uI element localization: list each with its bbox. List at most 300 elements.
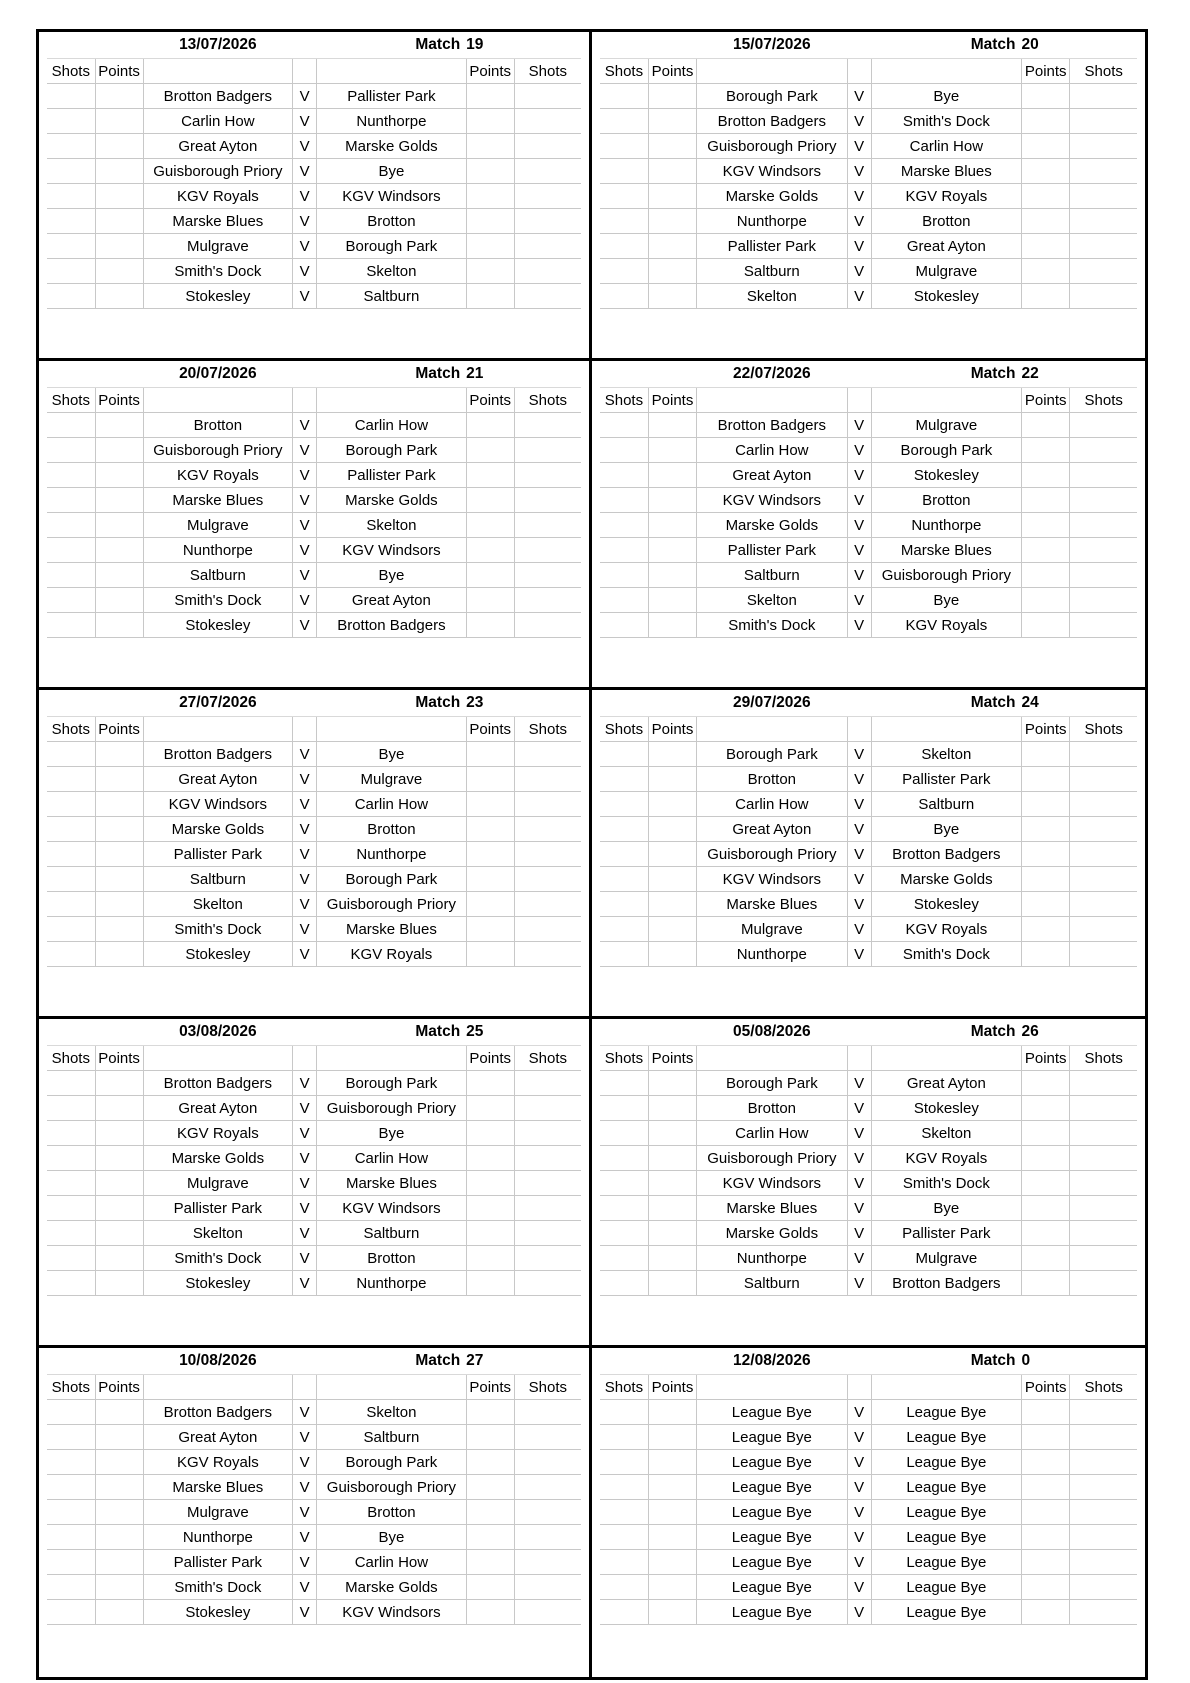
home-shots-cell[interactable] [47,792,95,817]
away-points-cell[interactable] [466,184,514,209]
away-points-cell[interactable] [1022,209,1070,234]
home-shots-cell[interactable] [600,513,648,538]
home-points-cell[interactable] [648,234,696,259]
home-points-cell[interactable] [95,1425,143,1450]
home-shots-cell[interactable] [600,1550,648,1575]
away-points-cell[interactable] [1022,284,1070,309]
away-points-cell[interactable] [1022,1475,1070,1500]
home-points-cell[interactable] [95,84,143,109]
home-shots-cell[interactable] [600,438,648,463]
home-shots-cell[interactable] [600,1425,648,1450]
home-shots-cell[interactable] [600,538,648,563]
away-points-cell[interactable] [466,742,514,767]
away-shots-cell[interactable] [1070,109,1137,134]
away-points-cell[interactable] [1022,84,1070,109]
home-points-cell[interactable] [95,1196,143,1221]
home-points-cell[interactable] [95,1121,143,1146]
away-points-cell[interactable] [466,1475,514,1500]
away-shots-cell[interactable] [1070,209,1137,234]
away-shots-cell[interactable] [1070,259,1137,284]
home-shots-cell[interactable] [47,159,95,184]
home-shots-cell[interactable] [47,413,95,438]
home-points-cell[interactable] [648,159,696,184]
away-points-cell[interactable] [1022,613,1070,638]
away-shots-cell[interactable] [514,867,581,892]
home-points-cell[interactable] [648,892,696,917]
away-points-cell[interactable] [466,513,514,538]
home-shots-cell[interactable] [47,184,95,209]
away-points-cell[interactable] [1022,513,1070,538]
home-shots-cell[interactable] [47,1475,95,1500]
away-shots-cell[interactable] [1070,1450,1137,1475]
away-shots-cell[interactable] [1070,84,1137,109]
home-shots-cell[interactable] [600,917,648,942]
home-shots-cell[interactable] [47,259,95,284]
home-points-cell[interactable] [95,1146,143,1171]
home-points-cell[interactable] [95,134,143,159]
home-shots-cell[interactable] [600,413,648,438]
away-points-cell[interactable] [1022,234,1070,259]
home-shots-cell[interactable] [600,1196,648,1221]
home-shots-cell[interactable] [600,1575,648,1600]
away-shots-cell[interactable] [514,588,581,613]
away-shots-cell[interactable] [1070,513,1137,538]
home-shots-cell[interactable] [47,1221,95,1246]
home-points-cell[interactable] [648,284,696,309]
home-points-cell[interactable] [648,1221,696,1246]
home-points-cell[interactable] [95,1475,143,1500]
away-shots-cell[interactable] [1070,1146,1137,1171]
home-points-cell[interactable] [95,538,143,563]
away-shots-cell[interactable] [1070,1525,1137,1550]
home-shots-cell[interactable] [600,1600,648,1625]
home-shots-cell[interactable] [600,1500,648,1525]
away-points-cell[interactable] [466,1575,514,1600]
away-shots-cell[interactable] [1070,842,1137,867]
away-shots-cell[interactable] [1070,1271,1137,1296]
home-shots-cell[interactable] [47,463,95,488]
home-points-cell[interactable] [95,488,143,513]
away-shots-cell[interactable] [1070,817,1137,842]
home-shots-cell[interactable] [600,817,648,842]
away-shots-cell[interactable] [514,1425,581,1450]
home-shots-cell[interactable] [600,184,648,209]
away-points-cell[interactable] [1022,1450,1070,1475]
away-points-cell[interactable] [466,84,514,109]
away-points-cell[interactable] [1022,1196,1070,1221]
away-shots-cell[interactable] [1070,1096,1137,1121]
home-shots-cell[interactable] [600,892,648,917]
home-shots-cell[interactable] [600,942,648,967]
away-points-cell[interactable] [466,1525,514,1550]
away-points-cell[interactable] [466,1425,514,1450]
home-shots-cell[interactable] [47,563,95,588]
home-points-cell[interactable] [95,942,143,967]
home-points-cell[interactable] [95,613,143,638]
away-shots-cell[interactable] [1070,1575,1137,1600]
away-shots-cell[interactable] [1070,1425,1137,1450]
home-shots-cell[interactable] [47,234,95,259]
away-points-cell[interactable] [466,1221,514,1246]
away-shots-cell[interactable] [1070,1171,1137,1196]
home-shots-cell[interactable] [600,1171,648,1196]
away-shots-cell[interactable] [514,1196,581,1221]
away-points-cell[interactable] [1022,463,1070,488]
away-shots-cell[interactable] [514,1246,581,1271]
away-shots-cell[interactable] [514,1121,581,1146]
away-points-cell[interactable] [466,1071,514,1096]
away-shots-cell[interactable] [1070,284,1137,309]
home-points-cell[interactable] [648,1475,696,1500]
away-points-cell[interactable] [1022,1575,1070,1600]
home-points-cell[interactable] [95,413,143,438]
away-points-cell[interactable] [1022,1121,1070,1146]
home-shots-cell[interactable] [600,134,648,159]
home-shots-cell[interactable] [600,742,648,767]
home-points-cell[interactable] [648,767,696,792]
away-shots-cell[interactable] [514,1575,581,1600]
home-shots-cell[interactable] [47,1196,95,1221]
home-points-cell[interactable] [95,1400,143,1425]
away-shots-cell[interactable] [514,513,581,538]
home-shots-cell[interactable] [47,1400,95,1425]
home-shots-cell[interactable] [600,842,648,867]
away-shots-cell[interactable] [1070,159,1137,184]
away-points-cell[interactable] [1022,413,1070,438]
home-shots-cell[interactable] [600,1221,648,1246]
away-shots-cell[interactable] [514,134,581,159]
home-shots-cell[interactable] [600,563,648,588]
away-points-cell[interactable] [1022,1600,1070,1625]
home-shots-cell[interactable] [600,1246,648,1271]
away-points-cell[interactable] [466,109,514,134]
away-points-cell[interactable] [1022,563,1070,588]
away-shots-cell[interactable] [514,892,581,917]
home-shots-cell[interactable] [600,259,648,284]
away-shots-cell[interactable] [1070,184,1137,209]
away-points-cell[interactable] [466,1096,514,1121]
home-points-cell[interactable] [648,259,696,284]
away-shots-cell[interactable] [514,538,581,563]
home-points-cell[interactable] [648,563,696,588]
home-points-cell[interactable] [648,488,696,513]
home-points-cell[interactable] [95,1575,143,1600]
away-points-cell[interactable] [466,563,514,588]
away-shots-cell[interactable] [1070,1500,1137,1525]
away-points-cell[interactable] [1022,1171,1070,1196]
home-shots-cell[interactable] [47,513,95,538]
away-points-cell[interactable] [1022,184,1070,209]
away-shots-cell[interactable] [514,767,581,792]
home-points-cell[interactable] [95,1096,143,1121]
away-points-cell[interactable] [1022,538,1070,563]
home-shots-cell[interactable] [600,488,648,513]
home-shots-cell[interactable] [47,1096,95,1121]
home-points-cell[interactable] [95,1500,143,1525]
home-points-cell[interactable] [95,817,143,842]
home-points-cell[interactable] [648,1525,696,1550]
home-points-cell[interactable] [95,284,143,309]
home-points-cell[interactable] [648,1600,696,1625]
home-points-cell[interactable] [95,867,143,892]
away-points-cell[interactable] [1022,1146,1070,1171]
home-points-cell[interactable] [648,538,696,563]
home-points-cell[interactable] [95,463,143,488]
home-shots-cell[interactable] [600,463,648,488]
home-points-cell[interactable] [648,792,696,817]
away-shots-cell[interactable] [1070,234,1137,259]
away-shots-cell[interactable] [514,1550,581,1575]
away-shots-cell[interactable] [514,259,581,284]
home-shots-cell[interactable] [47,817,95,842]
away-shots-cell[interactable] [1070,1221,1137,1246]
home-points-cell[interactable] [95,1171,143,1196]
home-points-cell[interactable] [648,742,696,767]
away-shots-cell[interactable] [1070,767,1137,792]
home-shots-cell[interactable] [600,1450,648,1475]
home-shots-cell[interactable] [47,284,95,309]
home-shots-cell[interactable] [600,792,648,817]
away-shots-cell[interactable] [1070,1550,1137,1575]
home-shots-cell[interactable] [47,1525,95,1550]
home-shots-cell[interactable] [47,209,95,234]
away-shots-cell[interactable] [1070,942,1137,967]
away-shots-cell[interactable] [514,917,581,942]
home-points-cell[interactable] [648,84,696,109]
away-points-cell[interactable] [1022,742,1070,767]
away-shots-cell[interactable] [514,817,581,842]
away-shots-cell[interactable] [1070,563,1137,588]
home-points-cell[interactable] [95,892,143,917]
away-shots-cell[interactable] [514,413,581,438]
home-points-cell[interactable] [648,1146,696,1171]
away-points-cell[interactable] [466,588,514,613]
away-points-cell[interactable] [1022,942,1070,967]
home-shots-cell[interactable] [47,84,95,109]
away-points-cell[interactable] [466,1400,514,1425]
home-points-cell[interactable] [648,867,696,892]
away-shots-cell[interactable] [514,159,581,184]
home-points-cell[interactable] [95,1600,143,1625]
home-points-cell[interactable] [95,159,143,184]
home-points-cell[interactable] [648,1071,696,1096]
away-points-cell[interactable] [466,538,514,563]
home-points-cell[interactable] [648,438,696,463]
home-points-cell[interactable] [95,109,143,134]
away-shots-cell[interactable] [514,1071,581,1096]
home-points-cell[interactable] [648,1271,696,1296]
home-shots-cell[interactable] [600,209,648,234]
home-points-cell[interactable] [95,209,143,234]
away-points-cell[interactable] [1022,109,1070,134]
home-shots-cell[interactable] [600,1121,648,1146]
home-points-cell[interactable] [648,1096,696,1121]
away-points-cell[interactable] [466,463,514,488]
home-points-cell[interactable] [648,588,696,613]
away-shots-cell[interactable] [514,209,581,234]
home-shots-cell[interactable] [600,84,648,109]
home-points-cell[interactable] [95,767,143,792]
home-shots-cell[interactable] [47,538,95,563]
away-points-cell[interactable] [1022,1550,1070,1575]
home-shots-cell[interactable] [47,613,95,638]
home-shots-cell[interactable] [47,1146,95,1171]
away-points-cell[interactable] [1022,867,1070,892]
home-shots-cell[interactable] [47,892,95,917]
away-points-cell[interactable] [1022,1246,1070,1271]
away-points-cell[interactable] [1022,1221,1070,1246]
away-points-cell[interactable] [1022,767,1070,792]
home-shots-cell[interactable] [47,1575,95,1600]
away-points-cell[interactable] [466,817,514,842]
away-shots-cell[interactable] [1070,792,1137,817]
home-shots-cell[interactable] [600,109,648,134]
home-points-cell[interactable] [648,1400,696,1425]
home-points-cell[interactable] [648,817,696,842]
away-shots-cell[interactable] [1070,892,1137,917]
away-points-cell[interactable] [1022,817,1070,842]
home-points-cell[interactable] [95,1271,143,1296]
away-points-cell[interactable] [1022,892,1070,917]
away-shots-cell[interactable] [1070,488,1137,513]
away-shots-cell[interactable] [1070,1196,1137,1221]
away-shots-cell[interactable] [514,463,581,488]
home-points-cell[interactable] [648,1550,696,1575]
away-shots-cell[interactable] [1070,1400,1137,1425]
home-shots-cell[interactable] [600,867,648,892]
away-shots-cell[interactable] [514,842,581,867]
away-shots-cell[interactable] [1070,1600,1137,1625]
home-shots-cell[interactable] [47,867,95,892]
away-points-cell[interactable] [466,209,514,234]
home-shots-cell[interactable] [600,1475,648,1500]
home-shots-cell[interactable] [600,613,648,638]
home-points-cell[interactable] [95,1246,143,1271]
home-shots-cell[interactable] [600,159,648,184]
home-shots-cell[interactable] [47,134,95,159]
home-shots-cell[interactable] [47,1271,95,1296]
away-shots-cell[interactable] [514,284,581,309]
home-points-cell[interactable] [648,1171,696,1196]
away-shots-cell[interactable] [1070,134,1137,159]
home-shots-cell[interactable] [47,1171,95,1196]
away-points-cell[interactable] [466,1196,514,1221]
away-points-cell[interactable] [466,1600,514,1625]
home-shots-cell[interactable] [47,742,95,767]
away-shots-cell[interactable] [514,1271,581,1296]
home-points-cell[interactable] [95,1450,143,1475]
home-points-cell[interactable] [95,438,143,463]
away-shots-cell[interactable] [514,742,581,767]
away-points-cell[interactable] [466,1171,514,1196]
home-points-cell[interactable] [95,742,143,767]
away-shots-cell[interactable] [1070,917,1137,942]
home-shots-cell[interactable] [600,1096,648,1121]
home-shots-cell[interactable] [600,1525,648,1550]
home-points-cell[interactable] [648,1196,696,1221]
home-points-cell[interactable] [95,563,143,588]
home-points-cell[interactable] [95,1550,143,1575]
home-points-cell[interactable] [95,588,143,613]
home-shots-cell[interactable] [600,1071,648,1096]
home-points-cell[interactable] [648,413,696,438]
away-shots-cell[interactable] [514,84,581,109]
away-points-cell[interactable] [1022,1500,1070,1525]
home-points-cell[interactable] [95,234,143,259]
home-points-cell[interactable] [648,942,696,967]
away-shots-cell[interactable] [514,613,581,638]
away-points-cell[interactable] [466,413,514,438]
away-points-cell[interactable] [1022,1271,1070,1296]
away-shots-cell[interactable] [1070,438,1137,463]
home-points-cell[interactable] [648,134,696,159]
away-shots-cell[interactable] [1070,742,1137,767]
away-points-cell[interactable] [1022,917,1070,942]
away-points-cell[interactable] [466,892,514,917]
home-points-cell[interactable] [648,1121,696,1146]
home-points-cell[interactable] [648,1575,696,1600]
away-points-cell[interactable] [466,1450,514,1475]
away-points-cell[interactable] [466,438,514,463]
away-points-cell[interactable] [466,488,514,513]
home-points-cell[interactable] [95,513,143,538]
away-points-cell[interactable] [466,259,514,284]
home-shots-cell[interactable] [47,917,95,942]
away-points-cell[interactable] [466,767,514,792]
home-points-cell[interactable] [648,842,696,867]
away-shots-cell[interactable] [514,1475,581,1500]
away-shots-cell[interactable] [1070,463,1137,488]
away-shots-cell[interactable] [514,792,581,817]
home-points-cell[interactable] [648,1246,696,1271]
away-points-cell[interactable] [1022,1096,1070,1121]
home-shots-cell[interactable] [47,1246,95,1271]
home-points-cell[interactable] [648,613,696,638]
away-points-cell[interactable] [1022,134,1070,159]
away-points-cell[interactable] [466,234,514,259]
home-points-cell[interactable] [648,463,696,488]
away-shots-cell[interactable] [1070,867,1137,892]
away-shots-cell[interactable] [1070,1121,1137,1146]
away-points-cell[interactable] [1022,488,1070,513]
away-points-cell[interactable] [1022,1400,1070,1425]
home-points-cell[interactable] [648,1500,696,1525]
away-points-cell[interactable] [466,917,514,942]
home-points-cell[interactable] [648,513,696,538]
home-points-cell[interactable] [95,184,143,209]
home-shots-cell[interactable] [600,588,648,613]
home-shots-cell[interactable] [47,1450,95,1475]
away-shots-cell[interactable] [514,1600,581,1625]
away-shots-cell[interactable] [514,942,581,967]
away-shots-cell[interactable] [514,1400,581,1425]
home-points-cell[interactable] [95,1221,143,1246]
home-shots-cell[interactable] [600,234,648,259]
away-shots-cell[interactable] [1070,588,1137,613]
home-shots-cell[interactable] [47,942,95,967]
home-shots-cell[interactable] [47,1550,95,1575]
away-points-cell[interactable] [466,792,514,817]
away-points-cell[interactable] [466,284,514,309]
home-points-cell[interactable] [95,917,143,942]
home-shots-cell[interactable] [47,438,95,463]
away-shots-cell[interactable] [514,1171,581,1196]
away-points-cell[interactable] [466,1500,514,1525]
away-points-cell[interactable] [466,1121,514,1146]
away-shots-cell[interactable] [514,563,581,588]
home-shots-cell[interactable] [47,588,95,613]
away-points-cell[interactable] [1022,1525,1070,1550]
